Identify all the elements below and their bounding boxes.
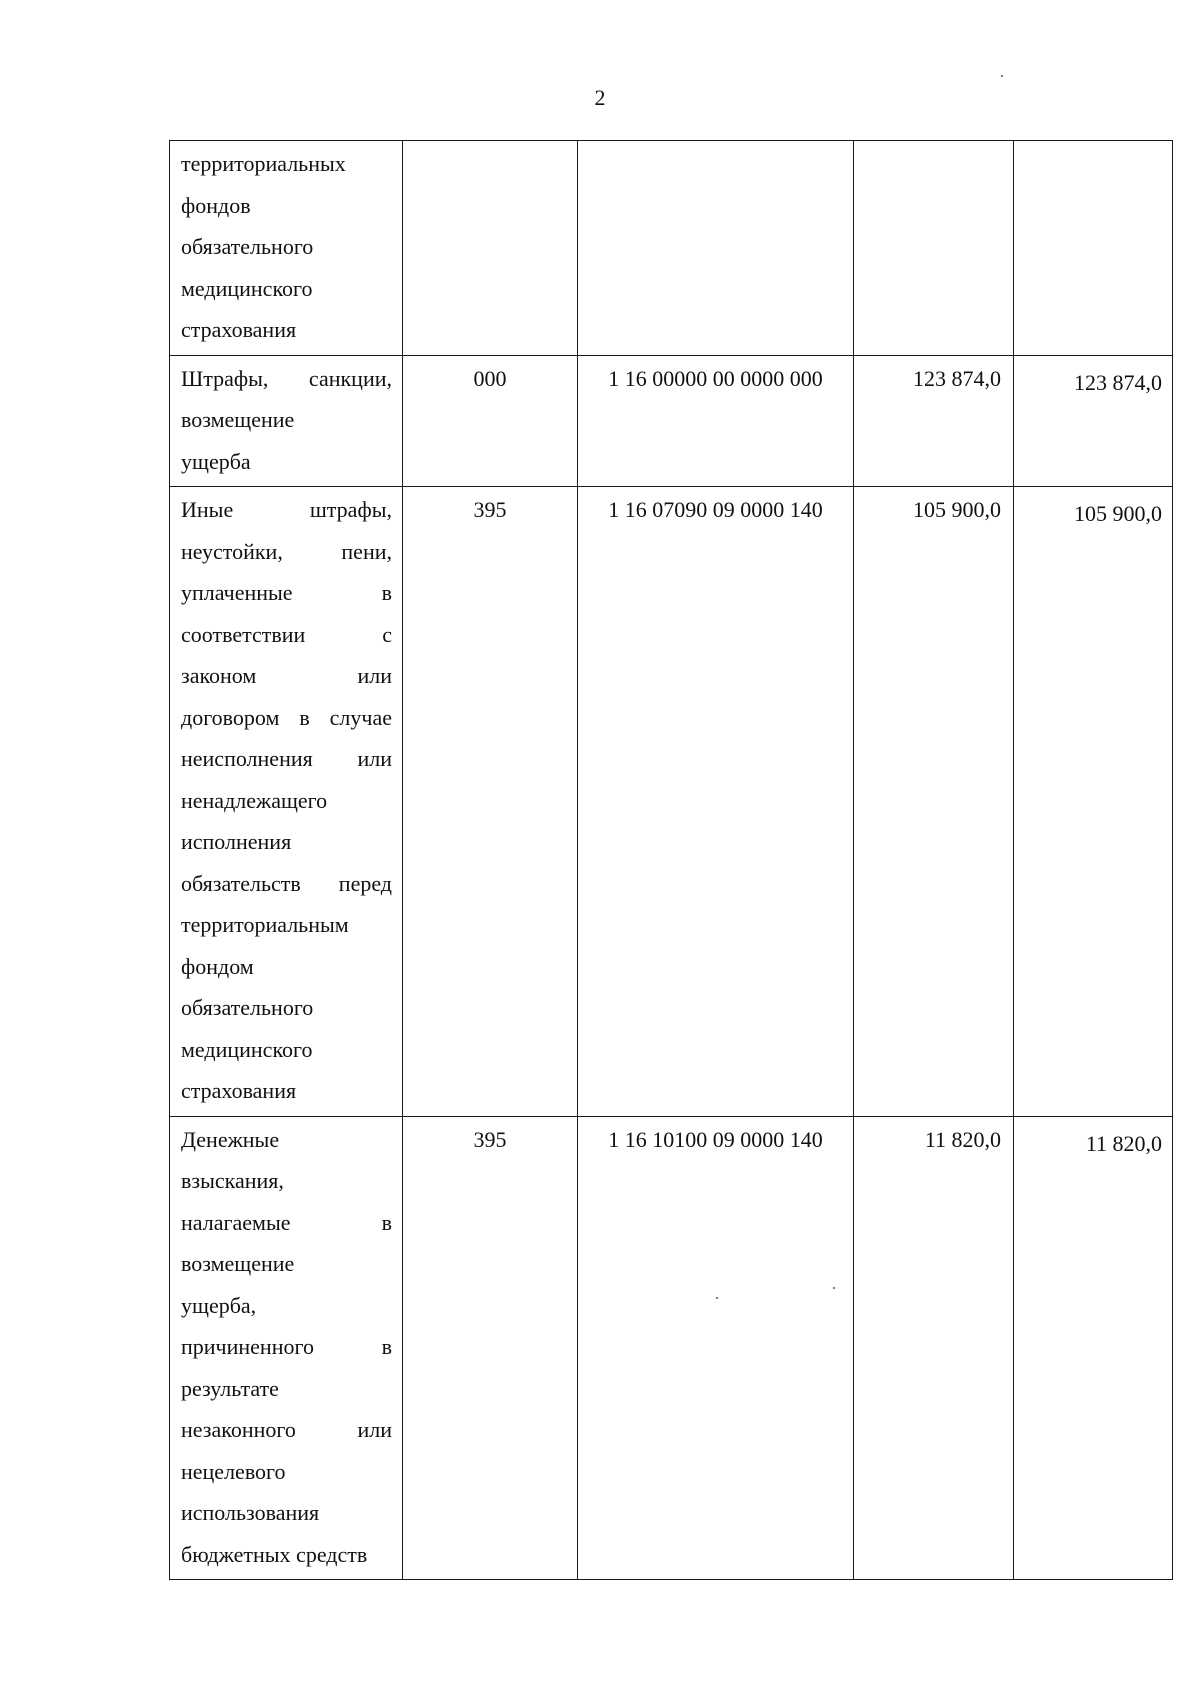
name-line: фондом: [181, 953, 254, 979]
table-row: [170, 141, 1173, 356]
value1-cell: 11 820,0: [854, 1116, 1014, 1580]
revenue-table: [169, 140, 1173, 1580]
name-line: ущерба: [181, 448, 251, 474]
row-name-cell: [170, 487, 403, 1117]
name-line: ущерба,: [181, 1292, 257, 1318]
value2-cell: 105 900,0: [1014, 487, 1173, 1117]
name-line: использования: [181, 1500, 320, 1525]
name-line: незаконного или: [181, 1417, 392, 1442]
budget-code-cell: 1 16 10100 09 0000 140: [578, 1116, 854, 1580]
name-line: причиненного в: [181, 1334, 392, 1359]
admin-code-cell: [403, 141, 578, 356]
name-line: страхования: [181, 1078, 297, 1103]
admin-code-cell: 395: [403, 487, 578, 1117]
table-row: [170, 1116, 1173, 1580]
name-line: медицинского: [181, 275, 313, 301]
budget-code-cell: 1 16 00000 00 0000 000: [578, 355, 854, 487]
value1-cell: 123 874,0: [854, 355, 1014, 487]
name-line: Денежные: [181, 1126, 280, 1152]
name-line: исполнения: [181, 829, 292, 854]
budget-code-cell: [578, 141, 854, 356]
name-line: договором в случае: [181, 704, 392, 730]
row-name-cell: [170, 1116, 403, 1580]
name-line: страхования: [181, 317, 297, 342]
name-line: территориальным: [181, 912, 349, 937]
name-line: нецелевого: [181, 1458, 286, 1484]
name-line: обязательного: [181, 234, 314, 259]
value2-cell: 123 874,0: [1014, 355, 1173, 487]
name-line: результате: [181, 1375, 279, 1401]
row-name-cell: [170, 355, 403, 487]
scan-speck: [1001, 75, 1003, 77]
name-line: ненадлежащего: [181, 787, 328, 813]
table-row: [170, 355, 1173, 487]
name-line: обязательств перед: [181, 870, 392, 896]
name-line: возмещение: [181, 1251, 295, 1276]
value1-cell: 105 900,0: [854, 487, 1014, 1117]
name-line: Штрафы, санкции,: [181, 365, 392, 391]
name-line: взыскания,: [181, 1168, 284, 1193]
name-line: бюджетных средств: [181, 1541, 368, 1567]
value1-cell: [854, 141, 1014, 356]
name-line: законом или: [181, 663, 392, 688]
budget-code-cell: 1 16 07090 09 0000 140: [578, 487, 854, 1117]
row-name-cell: [170, 141, 403, 356]
name-line: территориальных: [181, 151, 346, 176]
name-line: уплаченные в: [181, 580, 392, 605]
page-number: 2: [594, 85, 606, 110]
value2-cell: 11 820,0: [1014, 1116, 1173, 1580]
name-line: соответствии с: [181, 621, 392, 647]
name-line: налагаемые в: [181, 1209, 392, 1235]
name-line: неустойки, пени,: [181, 538, 392, 564]
name-line: медицинского: [181, 1036, 313, 1062]
name-line: обязательного: [181, 995, 314, 1020]
table-row: [170, 487, 1173, 1117]
value2-cell: [1014, 141, 1173, 356]
admin-code-cell: 395: [403, 1116, 578, 1580]
name-line: возмещение: [181, 407, 295, 432]
admin-code-cell: 000: [403, 355, 578, 487]
name-line: неисполнения или: [181, 746, 392, 771]
name-line: Иные штрафы,: [181, 497, 392, 522]
name-line: фондов: [181, 192, 251, 218]
